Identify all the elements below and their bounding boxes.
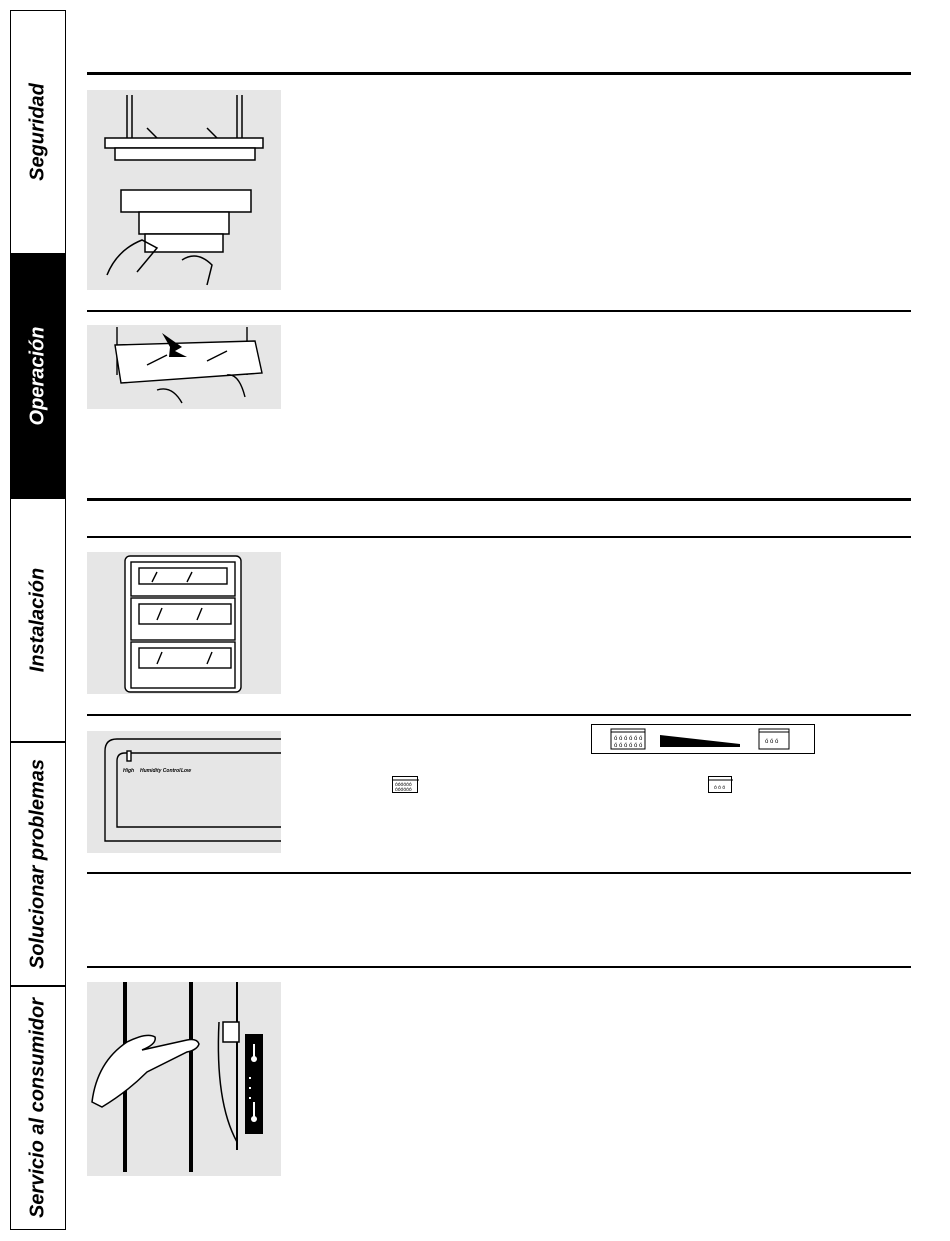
tab-label: Seguridad	[26, 83, 49, 181]
crisper-drawers-illustration	[87, 552, 281, 694]
svg-text:ó ó ó: ó ó ó	[765, 739, 779, 745]
tab-label: Operación	[26, 326, 49, 426]
humidity-high-label: High	[123, 768, 135, 774]
section-divider	[87, 536, 911, 538]
humidity-control-label: Humidity Control	[140, 768, 181, 774]
tab-solucionar-problemas[interactable]	[10, 742, 66, 986]
tab-seguridad[interactable]	[10, 10, 66, 254]
glass-shelf-illustration	[87, 325, 281, 409]
svg-text:óóóóóó: óóóóóó	[395, 787, 412, 793]
tab-operacion[interactable]	[10, 254, 66, 498]
svg-text:ó ó ó ó ó ó: ó ó ó ó ó ó	[614, 736, 643, 742]
pan-removal-illustration	[87, 90, 281, 290]
section-divider	[87, 72, 911, 75]
section-divider	[87, 498, 911, 501]
tab-servicio-al-consumidor[interactable]	[10, 986, 66, 1230]
high-humidity-icon	[392, 776, 418, 793]
svg-text:ó ó ó ó ó ó: ó ó ó ó ó ó	[614, 743, 643, 749]
section-divider	[87, 872, 911, 874]
tab-label: Servicio al consumidor	[26, 997, 49, 1219]
section-divider	[87, 714, 911, 716]
svg-text:óóóóóó: óóóóóó	[395, 782, 412, 788]
temperature-control-illustration	[87, 982, 281, 1176]
low-humidity-icon	[708, 776, 732, 793]
tab-instalacion[interactable]	[10, 498, 66, 742]
tab-label: Solucionar problemas	[26, 758, 49, 970]
humidity-control-illustration	[87, 731, 281, 853]
svg-text:ó ó ó: ó ó ó	[714, 785, 726, 791]
humidity-low-label: Low	[181, 768, 191, 774]
section-divider	[87, 310, 911, 312]
tab-label: Instalación	[26, 567, 49, 673]
section-divider	[87, 966, 911, 968]
humidity-scale-graphic	[591, 724, 815, 754]
